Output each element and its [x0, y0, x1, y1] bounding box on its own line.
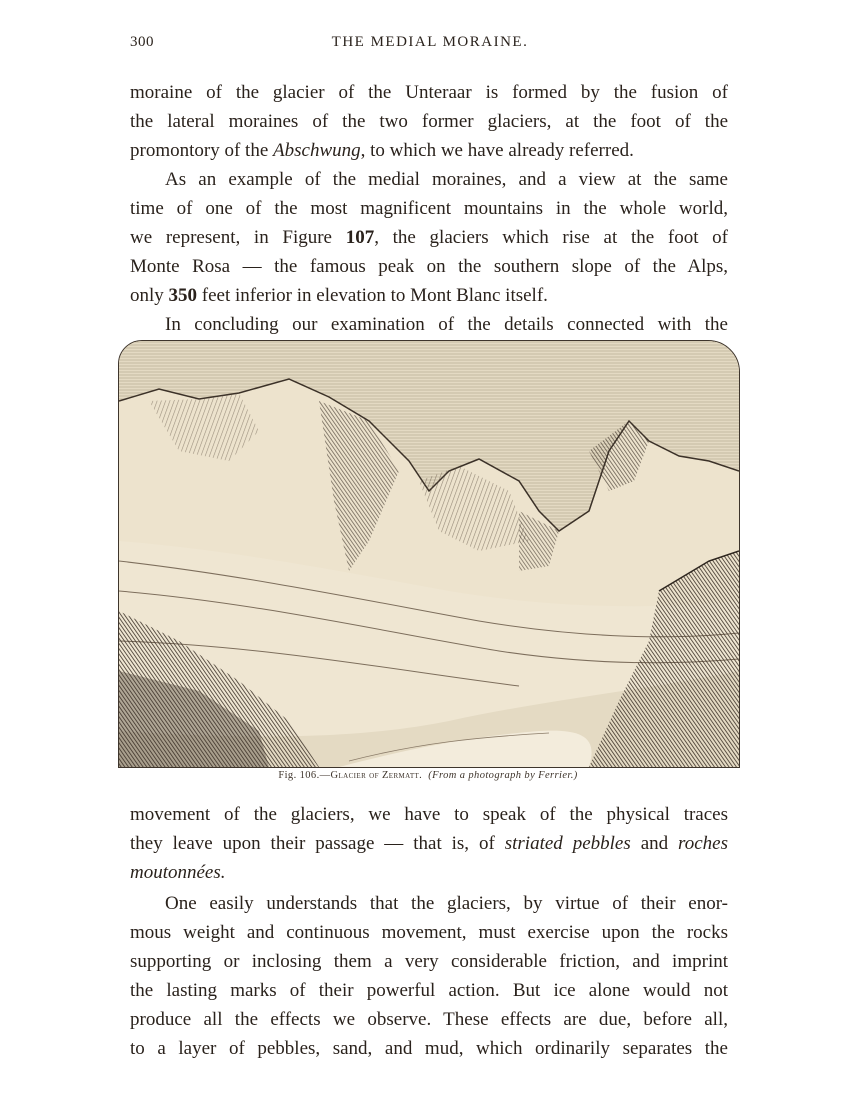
text-line: Monte Rosa — the famous peak on the southern slope of the Alps,	[130, 256, 728, 277]
figure-caption	[118, 770, 738, 781]
text-line: time of one of the most magnificent mountains in the whole world,	[130, 198, 728, 219]
paragraph-2	[130, 165, 728, 310]
glacier-engraving	[118, 340, 740, 768]
paragraph-3	[130, 310, 728, 339]
text-line: One easily understands that the glaciers, by virtue of their enor-	[165, 893, 728, 914]
text-line: only 350 feet inferior in elevation to Mont Blanc itself.	[130, 285, 548, 306]
text-line: As an example of the medial moraines, and a view at the same	[165, 169, 728, 190]
text-line: In concluding our examination of the details connected with the	[165, 314, 728, 335]
caption-credit: (From a photograph by Ferrier.)	[428, 770, 578, 781]
text-line: supporting or inclosing them a very considerable friction, and imprint	[130, 951, 728, 972]
text-line: moraine of the glacier of the Unteraar is formed by the fusion of	[130, 82, 728, 103]
elevation-number: 350	[168, 285, 198, 306]
running-head: THE MEDIAL MORAINE.	[331, 34, 529, 50]
italic-term: roches	[678, 833, 728, 854]
italic-term: striated pebbles	[504, 833, 631, 854]
text-line	[130, 858, 728, 887]
paragraph-1	[130, 78, 728, 165]
text-line: to a layer of pebbles, sand, and mud, which ordinarily separates the	[130, 1038, 728, 1059]
text-line: mous weight and continuous movement, must exercise upon the rocks	[130, 922, 728, 943]
caption-label: Fig. 106.—	[278, 770, 331, 781]
text-line: we represent, in Figure 107, the glaciers which rise at the foot of	[130, 227, 728, 248]
text-line: the lasting marks of their powerful action. But ice alone would not	[130, 980, 728, 1001]
italic-term: moutonnées.	[130, 862, 226, 883]
text-line: produce all the effects we observe. These effects are due, before all,	[130, 1009, 728, 1030]
figure-reference: 107	[345, 227, 375, 248]
page-header	[130, 34, 730, 58]
paragraph-5	[130, 889, 728, 1063]
text-line: promontory of the Abschwung, to which we have already referred.	[130, 140, 634, 161]
page-number: 300	[130, 34, 154, 50]
text-line: the lateral moraines of the two former glaciers, at the foot of the	[130, 111, 728, 132]
caption-title: Glacier of Zermatt.	[330, 770, 423, 781]
text-line: they leave upon their passage — that is, of striated pebbles and roches	[130, 833, 728, 854]
paragraph-4	[130, 800, 728, 887]
text-line: movement of the glaciers, we have to speak of the physical traces	[130, 804, 728, 825]
italic-term: Abschwung	[273, 140, 361, 161]
